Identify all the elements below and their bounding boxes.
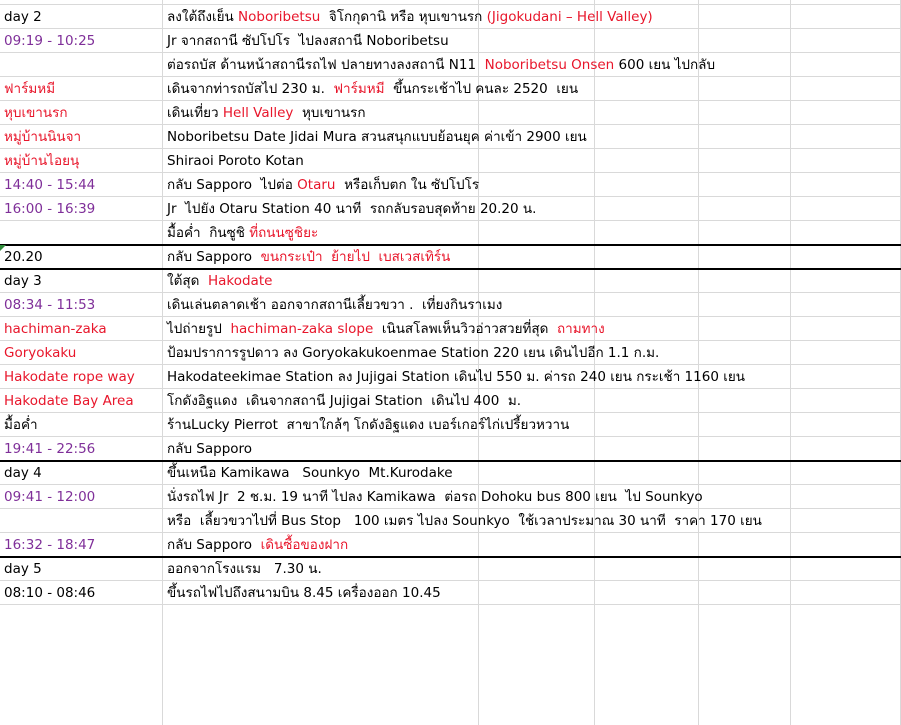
description-text: เนินสโลพเห็นวิวอ่าวสวยที่สุด — [373, 321, 557, 337]
table-row[interactable] — [0, 245, 901, 269]
description-cell[interactable] — [167, 485, 703, 509]
description-text: ต่อรถบัส ด้านหน้าสถานีรถไฟ ปลายทางลงสถานี N11 — [167, 57, 485, 73]
row-gridline — [0, 604, 901, 605]
description-cell[interactable] — [167, 413, 569, 437]
time-or-place-cell[interactable]: day 2 — [4, 9, 42, 25]
description-text: กลับ Sapporo — [167, 537, 261, 553]
description-cell[interactable] — [167, 5, 653, 29]
description-text: ลงใต้ถึงเย็น — [167, 9, 239, 25]
time-or-place-cell[interactable]: 08:10 - 08:46 — [4, 585, 96, 601]
table-row[interactable] — [0, 389, 901, 413]
description-text: 600 เยน ไปกลับ — [614, 57, 716, 73]
description-text: โกดังอิฐแดง เดินจากสถานี Jujigai Station เดินไป 400 ม. — [167, 393, 522, 409]
description-text: หรือ เลี้ยวขวาไปที่ Bus Stop 100 เมตร ไปลง Sounkyo ใช้เวลาประมาณ 30 นาที ราคา 170 เยน — [167, 513, 762, 529]
table-row[interactable] — [0, 365, 901, 389]
table-row[interactable] — [0, 173, 901, 197]
description-cell[interactable] — [167, 557, 322, 581]
description-cell[interactable] — [167, 197, 536, 221]
time-or-place-cell[interactable]: ฟาร์มหมี — [4, 81, 56, 97]
time-or-place-cell[interactable]: 16:32 - 18:47 — [4, 537, 96, 553]
time-or-place-cell[interactable]: day 4 — [4, 465, 42, 481]
table-row[interactable] — [0, 29, 901, 53]
description-text: ขึ้นรถไฟไปถึงสนามบิน 8.45 เครื่องออก 10.45 — [167, 585, 441, 601]
description-text: Jr ไปยัง Otaru Station 40 นาที รถกลับรอบสุดท้าย 20.20 น. — [167, 201, 537, 217]
description-text: Noboribetsu Date Jidai Mura สวนสนุกแบบย้อนยุค ค่าเข้า 2900 เยน — [167, 129, 587, 145]
time-or-place-cell[interactable]: Hakodate rope way — [4, 369, 135, 385]
description-text: (Jigokudani – Hell Valley) — [486, 9, 653, 25]
description-cell[interactable] — [167, 53, 715, 77]
description-cell[interactable] — [167, 509, 762, 533]
description-cell[interactable] — [167, 437, 252, 461]
description-text: Noboribetsu — [238, 9, 321, 25]
time-or-place-cell[interactable]: 16:00 - 16:39 — [4, 201, 96, 217]
description-cell[interactable] — [167, 341, 659, 365]
description-text: ออกจากโรงแรม 7.30 น. — [167, 561, 322, 577]
description-text: นั่งรถไฟ Jr 2 ช.ม. 19 นาที ไปลง Kamikawa ต่อรถ Dohoku bus 800 เยน ไป Sounkyo — [167, 489, 703, 505]
time-or-place-cell[interactable]: หมู่บ้านไอยนุ — [4, 153, 80, 169]
table-row[interactable] — [0, 293, 901, 317]
description-cell[interactable] — [167, 293, 502, 317]
description-cell[interactable] — [167, 125, 587, 149]
description-cell[interactable] — [167, 245, 450, 269]
table-row[interactable] — [0, 485, 901, 509]
description-cell[interactable] — [167, 77, 578, 101]
time-or-place-cell[interactable]: 20.20 — [4, 249, 43, 265]
table-row[interactable] — [0, 413, 901, 437]
time-or-place-cell[interactable]: hachiman-zaka — [4, 321, 107, 337]
cell-indicator-icon — [0, 245, 6, 251]
description-text: เดินเที่ยว — [167, 105, 223, 121]
table-row[interactable] — [0, 581, 901, 605]
time-or-place-cell[interactable]: day 3 — [4, 273, 42, 289]
description-text: กลับ Sapporo ไปต่อ — [167, 177, 298, 193]
description-cell[interactable] — [167, 365, 745, 389]
description-text: Jr จากสถานี ซัปโปโร ไปลงสถานี Noboribetsu — [167, 33, 449, 49]
time-or-place-cell[interactable]: Hakodate Bay Area — [4, 393, 134, 409]
description-text: Hakodate — [207, 273, 273, 289]
description-text: เดินเล่นตลาดเช้า ออกจากสถานีเลี้ยวขวา . เที่ยงกินราเมง — [167, 297, 503, 313]
description-cell[interactable] — [167, 221, 318, 245]
time-or-place-cell[interactable]: หุบเขานรก — [4, 105, 68, 121]
description-text: ใต้สุด — [167, 273, 208, 289]
time-or-place-cell[interactable]: มื้อค่ำ — [4, 417, 38, 433]
description-cell[interactable] — [167, 317, 605, 341]
table-row[interactable] — [0, 557, 901, 581]
description-text: ฟาร์มหมี — [333, 81, 385, 97]
description-text: ร้านLucky Pierrot สาขาใกล้ๆ โกดังอิฐแดง เบอร์เกอร์ไก่เปรี้ยวหวาน — [167, 417, 570, 433]
description-text: ไปถ่ายรูป — [167, 321, 231, 337]
description-text: เดินซื้อของฝาก — [260, 537, 349, 553]
table-row[interactable] — [0, 509, 901, 533]
table-row[interactable] — [0, 77, 901, 101]
table-row[interactable] — [0, 221, 901, 245]
description-text: กลับ Sapporo — [167, 249, 261, 265]
description-text: มื้อค่ำ กินซูชิ — [167, 225, 250, 241]
description-text: Hakodateekimae Station ลง Jujigai Station เดินไป 550 ม. ค่ารถ 240 เยน กระเช้า 1160 เยน — [167, 369, 745, 385]
description-cell[interactable] — [167, 461, 453, 485]
table-row[interactable] — [0, 461, 901, 485]
description-text: Shiraoi Poroto Kotan — [167, 153, 304, 169]
time-or-place-cell[interactable]: 09:19 - 10:25 — [4, 33, 96, 49]
table-row[interactable] — [0, 317, 901, 341]
description-text: ขึ้นเหนือ Kamikawa Sounkyo Mt.Kurodake — [167, 465, 453, 481]
description-cell[interactable] — [167, 101, 366, 125]
table-row[interactable] — [0, 125, 901, 149]
table-row[interactable] — [0, 269, 901, 293]
table-row[interactable] — [0, 437, 901, 461]
description-text: ป้อมปราการรูปดาว ลง Goryokakukoenmae Station 220 เยน เดินไปอีก 1.1 ก.ม. — [167, 345, 660, 361]
description-cell[interactable] — [167, 533, 348, 557]
table-row[interactable] — [0, 341, 901, 365]
description-cell[interactable] — [167, 389, 521, 413]
time-or-place-cell[interactable]: 19:41 - 22:56 — [4, 441, 96, 457]
description-cell[interactable] — [167, 269, 272, 293]
description-text: ขึ้นกระเช้าไป คนละ 2520 เยน — [384, 81, 579, 97]
description-cell[interactable] — [167, 581, 441, 605]
description-text: เดินจากท่ารถบัสไป 230 ม. — [167, 81, 334, 97]
description-text: ถามทาง — [557, 321, 605, 337]
time-or-place-cell[interactable]: 08:34 - 11:53 — [4, 297, 96, 313]
time-or-place-cell[interactable]: 14:40 - 15:44 — [4, 177, 96, 193]
table-row[interactable] — [0, 53, 901, 77]
description-cell[interactable] — [167, 173, 479, 197]
time-or-place-cell[interactable]: หมู่บ้านนินจา — [4, 129, 82, 145]
description-text: หรือเก็บตก ใน ซัปโปโร — [335, 177, 480, 193]
description-text: ที่ถนนซูชิยะ — [249, 225, 319, 241]
time-or-place-cell[interactable]: day 5 — [4, 561, 42, 577]
description-text: ขนกระเป๋า ย้ายไป เบสเวสเทิร์น — [260, 249, 451, 265]
table-row[interactable] — [0, 101, 901, 125]
description-text: Noboribetsu Onsen — [484, 57, 615, 73]
description-text: hachiman-zaka slope — [230, 321, 374, 337]
description-text: Hell Valley — [222, 105, 294, 121]
description-cell[interactable] — [167, 29, 449, 53]
description-text: หุบเขานรก — [293, 105, 366, 121]
table-row[interactable] — [0, 5, 901, 29]
description-text: Otaru — [297, 177, 336, 193]
table-row[interactable] — [0, 197, 901, 221]
table-row[interactable] — [0, 149, 901, 173]
description-cell[interactable] — [167, 149, 304, 173]
time-or-place-cell[interactable]: Goryokaku — [4, 345, 77, 361]
description-text: กลับ Sapporo — [167, 441, 253, 457]
description-text: จิโกกุดานิ หรือ หุบเขานรก — [320, 9, 487, 25]
table-row[interactable] — [0, 533, 901, 557]
time-or-place-cell[interactable]: 09:41 - 12:00 — [4, 489, 96, 505]
